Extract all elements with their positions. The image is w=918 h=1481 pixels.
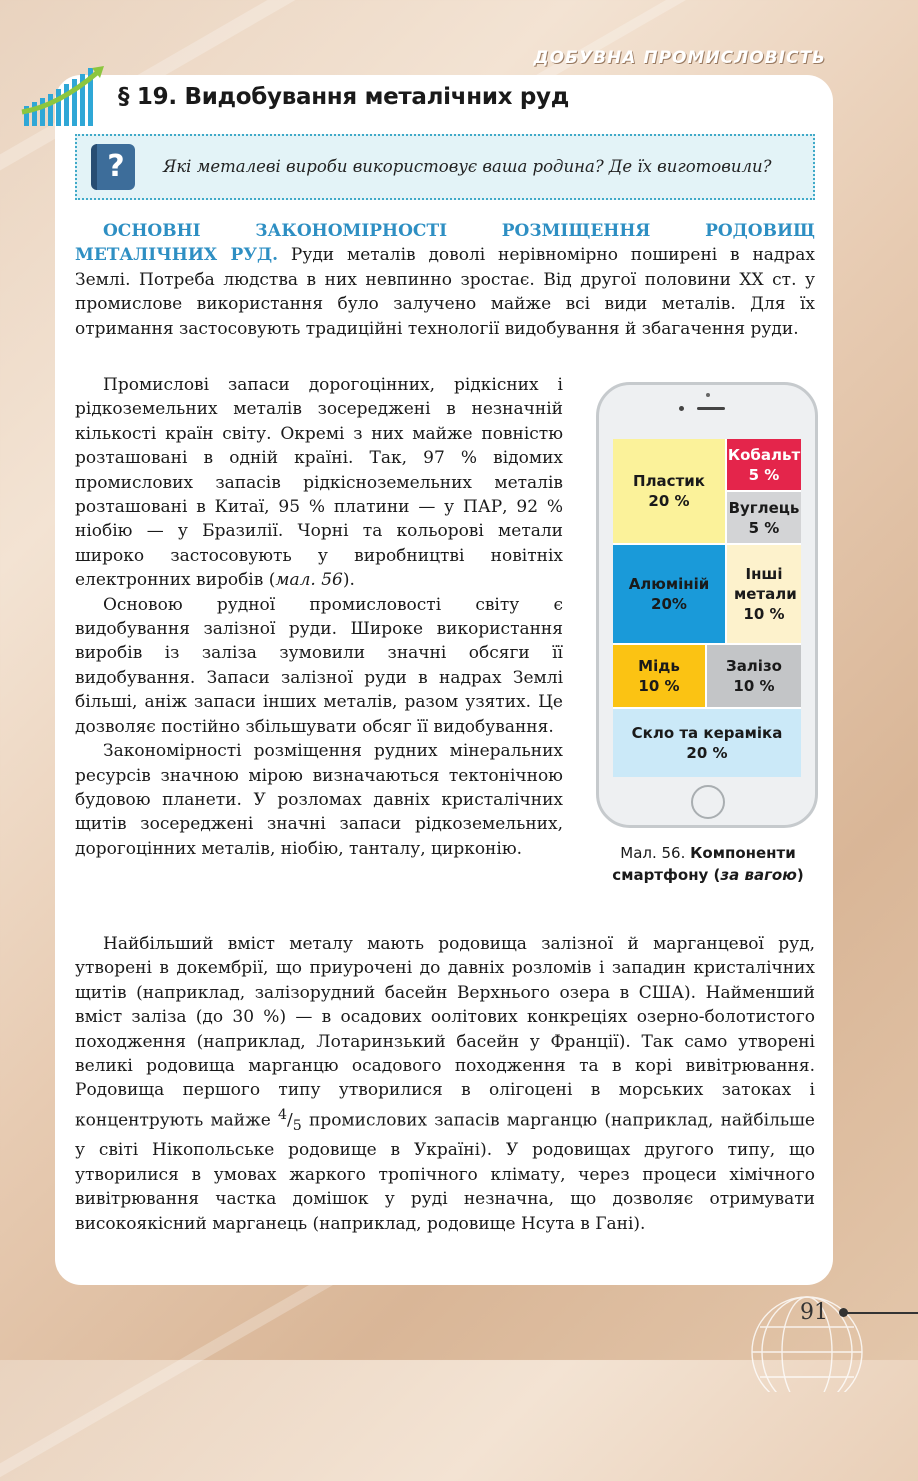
tile-aluminium bbox=[613, 545, 725, 643]
tile-glass-ceramics bbox=[613, 709, 801, 777]
phone-screen bbox=[613, 439, 801, 777]
section-heading: ОСНОВНІ ЗАКОНОМІРНОСТІ РОЗМІЩЕННЯ РОДОВИЩ МЕТАЛІЧНИХ РУД. bbox=[75, 221, 815, 266]
caption-title: Компоненти смартфону ( bbox=[612, 844, 796, 884]
page-number: 91 bbox=[800, 1300, 828, 1325]
fraction-denominator: 5 bbox=[292, 1117, 302, 1134]
tile-other-metals bbox=[727, 545, 801, 643]
tile-label: Алюміній bbox=[628, 575, 710, 593]
paragraph-3: Основою рудної промисловості світу є видобування залізної руди. Широке використання виробів із заліза зумовили значні обсяги її видобування. Запаси залізної руди в надрах Землі більші, аніж запаси інших металів, разом узятих. Це дозволяє постійно збільшувати обсяг її видобування. bbox=[75, 594, 563, 737]
paragraph-text: ). bbox=[342, 570, 355, 591]
question-text: Які металеві вироби використовує ваша родина? Де їх виготовили? bbox=[163, 157, 772, 176]
sensor-icon bbox=[706, 393, 710, 397]
speaker-icon bbox=[697, 407, 725, 410]
page-number-line bbox=[846, 1312, 918, 1314]
paragraph-2 bbox=[75, 373, 563, 593]
tile-value: 5 % bbox=[748, 518, 780, 537]
tile-value: 10 % bbox=[743, 605, 785, 623]
smartphone-figure bbox=[596, 382, 818, 828]
caption-end: ) bbox=[796, 866, 804, 884]
tile-label: Вуглець bbox=[728, 498, 800, 517]
paragraph-1 bbox=[75, 219, 815, 341]
figure-reference: мал. 56 bbox=[275, 570, 343, 591]
tile-cobalt bbox=[727, 439, 801, 490]
page-title: § 19. Видобування металічних руд bbox=[118, 84, 570, 110]
home-button-icon bbox=[691, 785, 725, 819]
paragraph-text: промислових запасів марганцю (наприклад, найбільше у світі Нікопольське родовище в Україні). У родовищах другого типу, що утворилися в умовах жаркого тропічного клімату, через процеси хімічного вивітрювання частка домішок у руді незначна, що дозволяє отримувати високоякісний марганець (наприклад, родовище Нсута в Гані). bbox=[75, 1110, 815, 1234]
tile-copper bbox=[613, 645, 705, 707]
tile-label: Інші метали bbox=[734, 565, 797, 603]
paragraph-4: Закономірності розміщення рудних мінеральних ресурсів значною мірою визначаються тектонічною будовою планети. У розломах давніх кристалічних щитів зосереджені значні запаси рідкоземельних, дорогоцінних металів, ніобію, танталу, цирконію. bbox=[75, 741, 563, 859]
tile-label: Пластик bbox=[633, 472, 705, 490]
tile-label: Мідь bbox=[638, 657, 680, 675]
tile-carbon bbox=[727, 492, 801, 543]
tile-label: Кобальт bbox=[727, 445, 801, 464]
figure-caption bbox=[598, 842, 818, 886]
tile-value: 5 % bbox=[748, 465, 780, 484]
tile-value: 20% bbox=[651, 595, 687, 613]
paragraph-text: Руди металів доволі нерівномірно поширені в надрах Землі. Потреба людства в них невпинно зростає. Від другої половини XX ст. у промислове використання було залучено майже всі види металів. Для їх отримання застосовують традиційні технології видобування й збагачення руди. bbox=[75, 245, 815, 339]
tile-label: Залізо bbox=[726, 657, 782, 675]
tile-label: Скло та кераміка bbox=[631, 724, 783, 742]
paragraph-text: Найбільший вміст металу мають родовища залізної й марганцевої руд, утворені в докембрії, що приурочені до давніх розломів і западин кристалічних щитів (наприклад, залізорудний басейн Верхнього озера в США). Найменший вміст заліза (до 30 %) — в осадових оолітових конкрецiях озерно-болотистого походження (наприклад, Лотаринзький басейн у Франції). Так само утворені великі родовища марганцю осадового походження та в корі вивітрювання. Родовища першого типу утворилися в олігоцені в морських затоках і концентрують майже bbox=[75, 934, 815, 1131]
section-label: ДОБУВНА ПРОМИСЛОВІСТЬ bbox=[533, 48, 826, 68]
caption-italic: за вагою bbox=[720, 866, 797, 884]
tile-value: 20 % bbox=[648, 492, 690, 510]
tile-value: 10 % bbox=[733, 677, 775, 695]
camera-icon bbox=[679, 406, 684, 411]
tile-plastic bbox=[613, 439, 725, 543]
growth-chart-logo-icon bbox=[18, 62, 110, 132]
fraction-numerator: 4 bbox=[278, 1106, 288, 1123]
question-mark-icon: ? bbox=[91, 144, 135, 190]
tile-value: 10 % bbox=[638, 677, 680, 695]
tile-iron bbox=[707, 645, 801, 707]
question-box bbox=[75, 134, 815, 200]
paragraph-5: Найбільший вміст металу мають родовища залізної й марганцевої руд, утворені в докембрії, що приурочені до давніх розломів і западин кристалічних щитів (наприклад, залізорудний басейн Верхнього озера в США). Найменший вміст заліза (до 30 %) — в осадових оолітових конкрецiях озерно-болотистого походження (наприклад, Лотаринзький басейн у Франції). Так само утворені великі родовища марганцю осадового походження та в корі вивітрювання. Родовища першого типу утворилися в олігоцені в морських затоках і концентрують майже $^4/_5$ промислових запасів марганцю (наприклад, найбільше у світі Нікопольське родовище в Україні). У родовищах другого типу, що утворилися в умовах жаркого тропічного клімату, через процеси хімічного вивітрювання частка домішок у руді незначна, що дозволяє отримувати високоякісний марганець (наприклад, родовище Нсута в Гані). bbox=[75, 934, 815, 1234]
narrow-column bbox=[75, 373, 563, 861]
globe-icon bbox=[742, 1282, 872, 1392]
paragraph-text: Промислові запаси дорогоцінних, рідкісних і рідкоземельних металів зосереджені в незначній кількості країн світу. Окремі з них майже повністю розташовані в одній країні. Так, 97 % відомих промислових запасів рідкісноземельних металів розташовані в Китаї, 95 % платини — у ПАР, 92 % ніобію — у Бразилії. Чорні та кольорові метали широко застосовують у виробництві новітніх електронних виробів ( bbox=[75, 375, 563, 591]
tile-value: 20 % bbox=[686, 744, 728, 762]
caption-prefix: Мал. 56. bbox=[620, 844, 691, 862]
